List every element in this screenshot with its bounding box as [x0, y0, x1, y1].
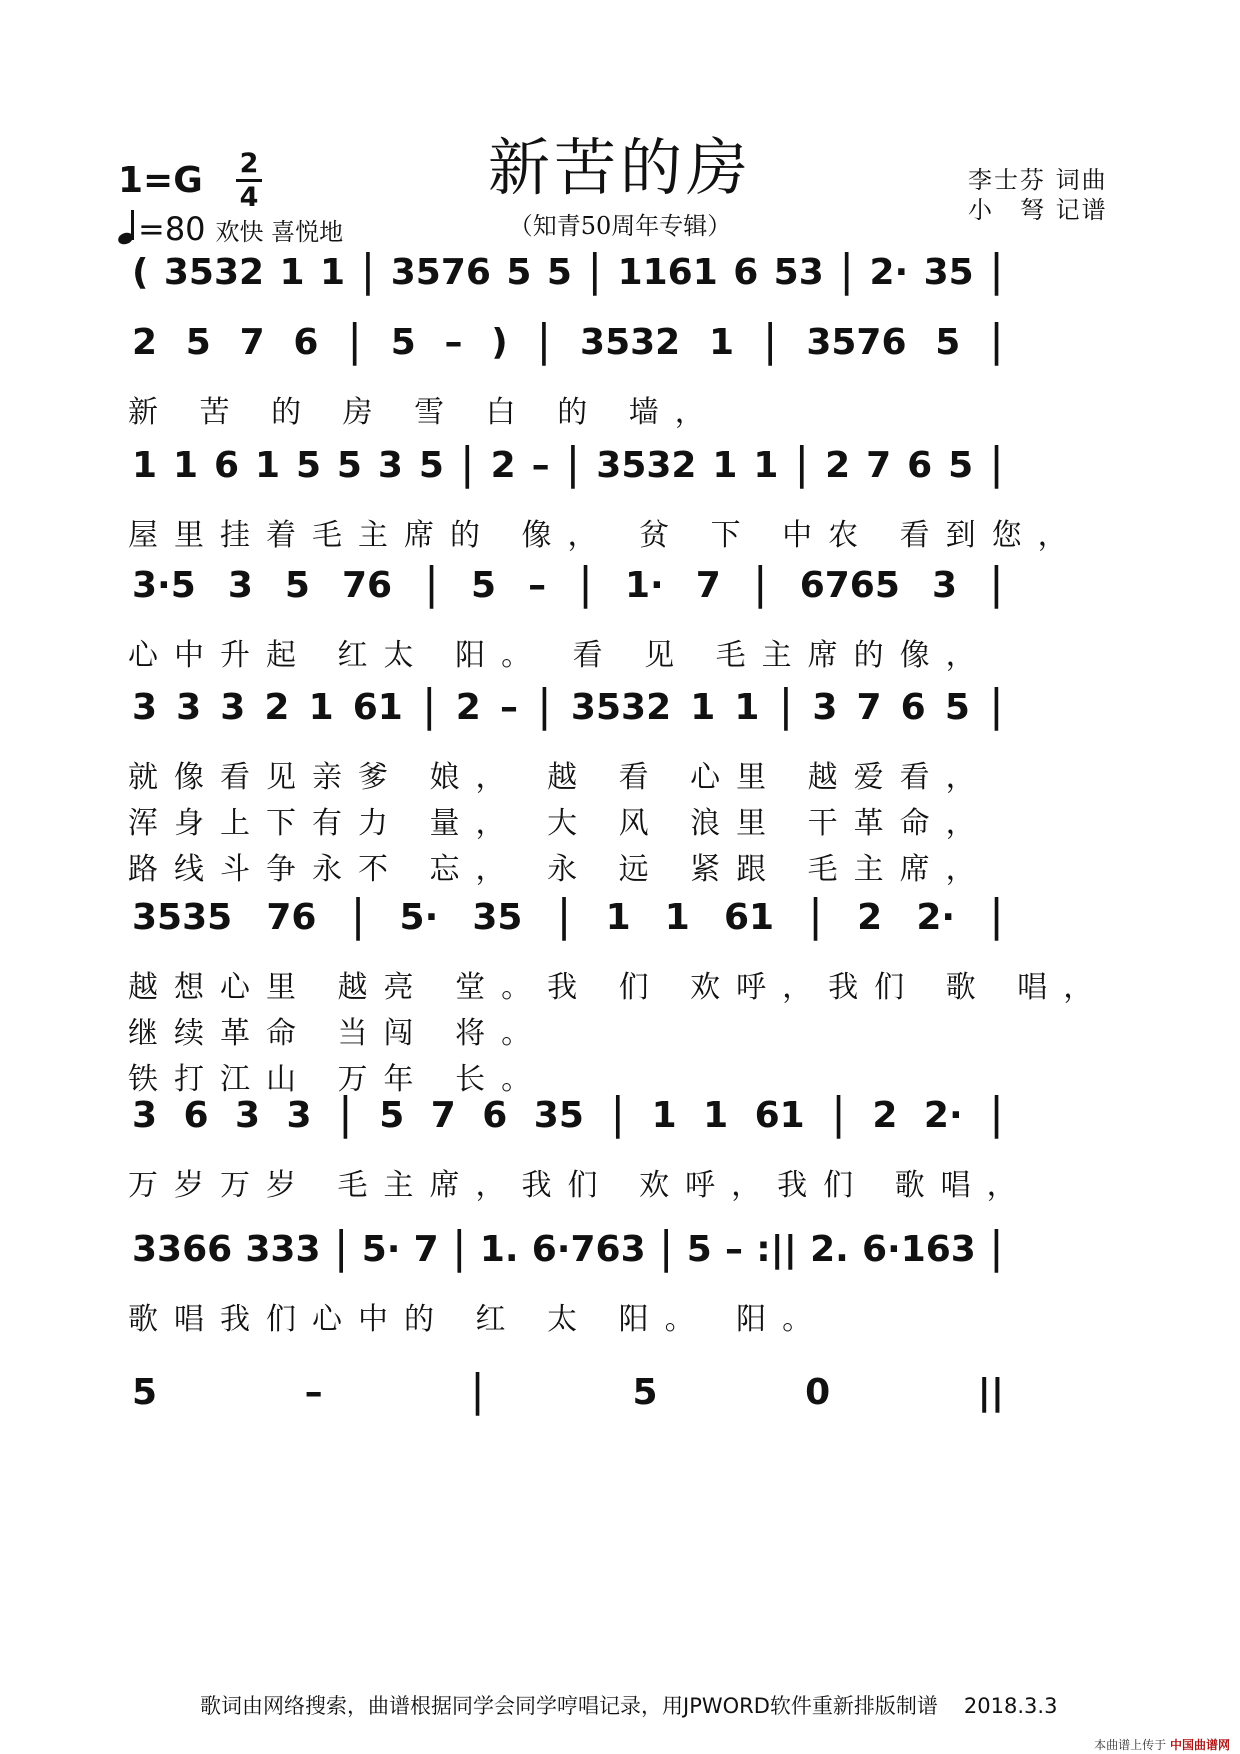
note-group: 3	[286, 1095, 312, 1136]
note-group: –	[304, 1372, 323, 1413]
note-group: 1	[753, 445, 779, 486]
note-group: 3532	[163, 252, 265, 293]
note-group: 6	[183, 1095, 209, 1136]
key-signature: 1=G	[118, 160, 203, 201]
note-group: 333	[245, 1229, 321, 1270]
notation-line	[132, 680, 1004, 731]
barline: |	[762, 315, 778, 366]
tempo-marking	[118, 210, 343, 248]
note-group: 3	[132, 687, 158, 728]
note-group: (	[132, 252, 149, 293]
barline: |	[338, 1088, 353, 1139]
note-group: 1	[605, 897, 631, 938]
note-group: 1	[734, 687, 760, 728]
note-group: 2	[264, 687, 290, 728]
note-group: 1·	[624, 565, 664, 606]
barline: |	[536, 315, 552, 366]
note-group: 6	[293, 322, 319, 363]
note-group: 61	[723, 897, 775, 938]
note-group: 3532	[570, 687, 672, 728]
time-bottom: 4	[239, 182, 259, 213]
barline: |	[752, 558, 768, 609]
note-group: 3576	[390, 252, 491, 293]
barline: |	[556, 890, 572, 941]
barline: |	[350, 890, 366, 941]
note-group: 1	[319, 252, 346, 293]
note-group: 0	[805, 1372, 831, 1413]
barline: |	[658, 1222, 674, 1273]
note-group: 5	[336, 445, 362, 486]
barline: |	[988, 680, 1004, 731]
barline: |	[989, 245, 1004, 296]
page-title: 新苦的房	[487, 131, 752, 204]
note-group: –	[444, 322, 463, 363]
time-top: 2	[239, 148, 259, 179]
footer-note	[200, 1690, 1057, 1720]
note-group: –	[531, 445, 550, 486]
note-group: 76	[342, 565, 393, 606]
subtitle: （知青50周年专辑）	[508, 212, 732, 240]
barline: ||	[977, 1372, 1004, 1413]
lyric-line: 新 苦 的 房 雪 白 的 墙，	[128, 395, 721, 430]
notation-line	[132, 1365, 1004, 1416]
footer-date: 2018.3.3	[963, 1694, 1058, 1718]
notation-line	[132, 245, 1004, 296]
note-group: 76	[266, 897, 317, 938]
note-group: 7	[239, 322, 265, 363]
barline: |	[424, 558, 439, 609]
note-group: 7	[430, 1095, 456, 1136]
notation-line	[132, 1088, 1004, 1139]
note-group: 6	[900, 687, 926, 728]
barline: |	[831, 1088, 846, 1139]
note-group: 61	[352, 687, 403, 728]
note-group: 6	[482, 1095, 508, 1136]
note-group: 61	[754, 1095, 805, 1136]
lyric-line: 继续革命 当闯 将。	[128, 1016, 548, 1051]
barline: |	[794, 438, 810, 489]
note-group: 1	[308, 687, 334, 728]
note-group: 1.	[479, 1229, 519, 1270]
note-group: 2·	[923, 1095, 963, 1136]
barline: |	[565, 438, 581, 489]
lyric-line: 路线斗争永不 忘， 永 远 紧跟 毛主席，	[128, 852, 992, 887]
note-group: –	[725, 1229, 744, 1270]
note-group: 2·	[869, 252, 909, 293]
note-group: 35	[923, 252, 974, 293]
note-group: 1	[712, 445, 738, 486]
note-group: 5	[686, 1229, 712, 1270]
note-group: 5	[948, 445, 974, 486]
note-group: 5	[185, 322, 211, 363]
note-group: 35	[472, 897, 523, 938]
lyric-line: 浑身上下有力 量， 大 风 浪里 干革命，	[128, 806, 992, 841]
note-group: 3	[176, 687, 202, 728]
barline: |	[808, 890, 823, 941]
barline: :||	[756, 1229, 797, 1270]
lyric-line: 心中升起 红太 阳。 看 见 毛主席的像，	[128, 638, 992, 673]
note-group: 6·763	[531, 1229, 646, 1270]
barline: |	[459, 438, 475, 489]
note-group: 5	[546, 252, 572, 293]
credit-composer: 李士芬 词曲	[968, 166, 1108, 194]
note-group: 1	[132, 445, 158, 486]
note-group: 3	[220, 687, 246, 728]
note-group: 1	[703, 1095, 729, 1136]
note-group: 5	[295, 445, 321, 486]
site-watermark	[1094, 1736, 1230, 1753]
notation-line	[132, 558, 1004, 609]
note-group: 5·	[399, 897, 439, 938]
barline: |	[421, 680, 437, 731]
barline: |	[989, 1222, 1004, 1273]
quarter-note-icon	[118, 210, 134, 244]
note-group: 5	[418, 445, 444, 486]
note-group: 1	[254, 445, 281, 486]
note-group: 5	[379, 1095, 405, 1136]
note-group: 2	[857, 897, 883, 938]
lyric-line: 屋里挂着毛主席的 像， 贫 下 中农 看到您，	[128, 518, 1084, 553]
note-group: 3	[235, 1095, 261, 1136]
barline: |	[333, 1222, 349, 1273]
lyric-line: 铁打江山 万年 长。	[128, 1062, 548, 1097]
site-name: 中国曲谱网	[1169, 1738, 1230, 1752]
note-group: 1161	[617, 252, 718, 293]
footer-text: 歌词由网络搜索，曲谱根据同学会同学哼唱记录，用JPWORD软件重新排版制谱	[200, 1694, 938, 1718]
note-group: 5	[132, 1372, 158, 1413]
note-group: 3	[227, 565, 253, 606]
note-group: 2	[455, 687, 481, 728]
note-group: 3366	[132, 1229, 233, 1270]
mood-marking: 欢快 喜悦地	[215, 218, 344, 246]
note-group: 6	[733, 252, 759, 293]
notation-line	[132, 315, 1004, 366]
barline: |	[347, 315, 363, 366]
lyric-line: 越想心里 越亮 堂。我 们 欢呼，我们 歌 唱，	[128, 970, 1110, 1005]
barline: |	[778, 680, 794, 731]
barline: |	[989, 1088, 1004, 1139]
note-group: 7	[866, 445, 892, 486]
note-group: 3576	[806, 322, 907, 363]
note-group: 7	[695, 565, 721, 606]
lyric-line: 就像看见亲爹 娘， 越 看 心里 越爱看，	[128, 760, 992, 795]
barline: |	[451, 1222, 467, 1273]
note-group: 5	[935, 322, 961, 363]
note-group: 2	[872, 1095, 898, 1136]
note-group: 3532	[580, 322, 681, 363]
note-group: 6	[213, 445, 240, 486]
note-group: 53	[773, 252, 824, 293]
note-group: 1	[279, 252, 305, 293]
note-group: 2·	[916, 897, 956, 938]
lyric-line: 歌唱我们心中的 红 太 阳。 阳。	[128, 1302, 829, 1337]
lyric-line: 万岁万岁 毛主席，我们 欢呼，我们 歌唱，	[128, 1168, 1033, 1203]
time-signature	[236, 150, 262, 211]
note-group: 1	[172, 445, 199, 486]
note-group: 1	[708, 322, 735, 363]
notation-line	[132, 438, 1004, 489]
note-group: 2	[825, 445, 851, 486]
note-group: 5	[944, 687, 970, 728]
barline: |	[537, 680, 552, 731]
note-group: 7	[413, 1229, 439, 1270]
note-group: 5	[632, 1372, 658, 1413]
barline: |	[989, 315, 1004, 366]
note-group: 6	[907, 445, 933, 486]
barline: |	[989, 438, 1004, 489]
note-group: –	[499, 687, 518, 728]
note-group: 6·163	[861, 1229, 976, 1270]
barline: |	[989, 890, 1004, 941]
note-group: 35	[533, 1095, 584, 1136]
note-group: 3	[132, 1095, 158, 1136]
credit-transcriber: 小 弩 记谱	[968, 196, 1108, 224]
note-group: 6765	[799, 565, 900, 606]
barline: |	[610, 1088, 626, 1139]
note-group: 2	[490, 445, 516, 486]
note-group: 7	[856, 687, 882, 728]
note-group: 3·5	[132, 565, 196, 606]
note-group: 3	[812, 687, 838, 728]
note-group: 5	[284, 565, 310, 606]
barline: |	[360, 245, 376, 296]
note-group: 1	[651, 1095, 677, 1136]
note-group: 5	[471, 565, 497, 606]
note-group: 1	[664, 897, 690, 938]
note-group: –	[528, 565, 547, 606]
note-group: 5	[390, 322, 416, 363]
tempo-value: =80	[138, 210, 206, 248]
barline: |	[839, 245, 855, 296]
site-prefix: 本曲谱上传于	[1094, 1738, 1167, 1752]
barline: |	[587, 245, 603, 296]
note-group: 2	[132, 322, 158, 363]
note-group: 3	[377, 445, 403, 486]
barline: |	[989, 558, 1004, 609]
notation-line	[132, 890, 1004, 941]
notation-line	[132, 1222, 1004, 1273]
note-group: 5·	[361, 1229, 401, 1270]
note-group: 3	[931, 565, 957, 606]
note-group: 3535	[132, 897, 233, 938]
note-group: 2.	[810, 1229, 849, 1270]
note-group: 5	[506, 252, 532, 293]
barline: |	[578, 558, 593, 609]
note-group: 3532	[596, 445, 697, 486]
note-group: 1	[690, 687, 716, 728]
barline: |	[470, 1365, 485, 1416]
note-group: )	[491, 322, 508, 363]
